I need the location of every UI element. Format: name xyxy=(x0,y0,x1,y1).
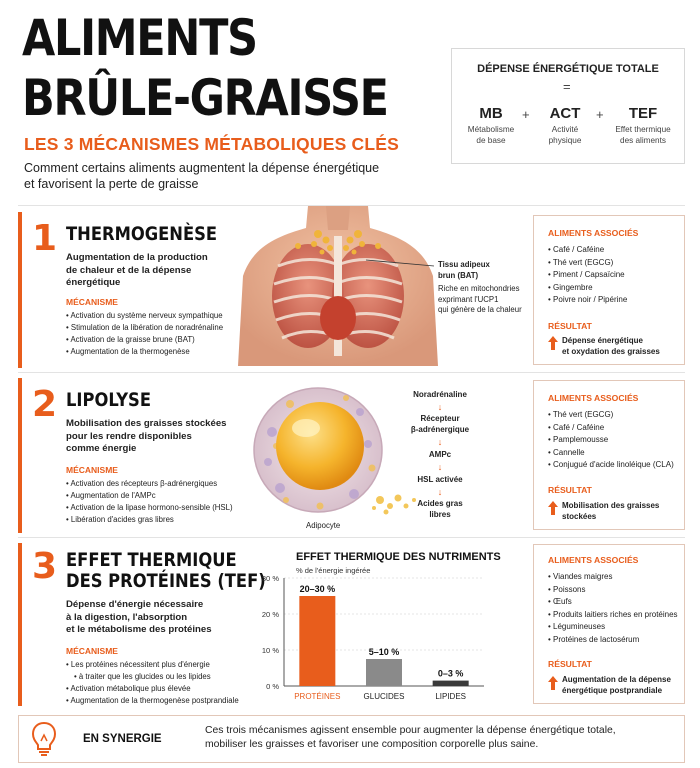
up-arrow-icon xyxy=(548,501,558,515)
title-line: DES PROTÉINES (TEF) xyxy=(66,570,266,592)
foods-list xyxy=(548,409,674,472)
mechanism-label-1: MÉCANISME xyxy=(66,297,118,307)
term-line1: Effet thermique xyxy=(615,125,671,134)
torso-illustration xyxy=(238,206,438,366)
mechanism-item: • Augmentation de l'AMPc xyxy=(66,490,233,502)
foods-label: ALIMENTS ASSOCIÉS xyxy=(548,555,639,565)
food-item: • Viandes maigres xyxy=(548,571,678,584)
energy-equation-box xyxy=(451,48,685,164)
down-arrow-icon: ↓ xyxy=(437,402,443,412)
term-line2: des aliments xyxy=(620,135,666,145)
bar-data-label: 20–30 % xyxy=(299,584,336,594)
section-title-2: LIPOLYSE xyxy=(66,389,151,411)
adipocyte-label: Adipocyte xyxy=(306,521,341,530)
food-item: • Gingembre xyxy=(548,282,627,295)
foods-box-1 xyxy=(533,215,685,365)
bar-3 xyxy=(433,681,469,686)
section-desc-1 xyxy=(66,252,208,290)
mechanism-label-2: MÉCANISME xyxy=(66,465,118,475)
pathway-line: Acides gras xyxy=(417,499,463,508)
pathway-line: β-adrénergique xyxy=(410,424,470,434)
food-item: • Thé vert (EGCG) xyxy=(548,257,627,270)
section-divider xyxy=(18,537,685,538)
mechanism-label-3: MÉCANISME xyxy=(66,646,118,656)
desc-line: et le métabolisme des protéines xyxy=(66,624,212,635)
foods-list xyxy=(548,244,627,307)
term-line1: Métabolisme xyxy=(467,125,515,134)
mechanism-item: • Activation du système nerveux sympathique xyxy=(66,310,223,322)
section-title-3 xyxy=(66,550,266,592)
result-line: Dépense énergétique xyxy=(562,336,643,345)
desc-line: à la digestion, l'absorption xyxy=(66,611,188,623)
bar-1 xyxy=(299,596,335,686)
mechanism-item: • Augmentation de la thermogenèse xyxy=(66,346,223,358)
mechanism-item: • Activation de la lipase hormono-sensible (HSL) xyxy=(66,502,233,514)
desc-line: comme énergie xyxy=(66,443,137,454)
section-accent-bar xyxy=(18,212,22,368)
result-text xyxy=(562,336,660,357)
food-item: • Légumineuses xyxy=(548,621,678,634)
food-item: • Café / Caféine xyxy=(548,244,627,257)
food-item: • Conjugué d'acide linoléique (CLA) xyxy=(548,459,674,472)
desc-line: Mobilisation des graisses stockées xyxy=(66,418,227,429)
equation-plus: + xyxy=(596,107,604,122)
foods-label: ALIMENTS ASSOCIÉS xyxy=(548,393,639,403)
y-tick-label: 20 % xyxy=(261,610,279,619)
synergy-label: EN SYNERGIE xyxy=(83,733,162,745)
x-tick-label: LIPIDES xyxy=(435,692,467,701)
mechanism-list-1 xyxy=(66,310,223,358)
result-line: stockées xyxy=(562,511,597,521)
equation-term-tef xyxy=(606,105,680,146)
chart-title: EFFET THERMIQUE DES NUTRIMENTS xyxy=(296,551,501,563)
equation-title: DÉPENSE ÉNERGÉTIQUE TOTALE xyxy=(477,63,659,75)
bar-data-label: 0–3 % xyxy=(437,668,464,679)
mechanism-item: • Libération d'acides gras libres xyxy=(66,514,233,526)
food-item: • Œufs xyxy=(548,596,678,609)
intro-text xyxy=(24,160,424,192)
section-number-1: 1 xyxy=(32,218,58,259)
x-tick-label: PROTÉINES xyxy=(294,692,341,701)
main-title xyxy=(22,9,388,127)
food-item: • Piment / Capsaïcine xyxy=(548,269,627,282)
desc-line: Augmentation de la production xyxy=(66,252,208,263)
subtitle: LES 3 MÉCANISMES MÉTABOLIQUES CLÉS xyxy=(24,134,399,154)
bat-annotation xyxy=(438,260,522,316)
annotation-title-line: Tissu adipeux xyxy=(438,260,490,269)
foods-list xyxy=(548,571,678,647)
x-tick-label: GLUCIDES xyxy=(363,692,405,701)
annotation-title-line: brun (BAT) xyxy=(438,270,479,280)
term-line1: Activité xyxy=(551,125,579,134)
mechanism-item: • à traiter que les glucides ou les lipides xyxy=(66,671,239,683)
y-tick-label: 30 % xyxy=(261,574,279,583)
food-item: • Thé vert (EGCG) xyxy=(548,409,674,422)
result-line: et oxydation des graisses xyxy=(562,346,660,356)
food-item: • Poivre noir / Pipérine xyxy=(548,294,627,307)
equation-equals: = xyxy=(563,79,571,94)
pathway-line: Récepteur xyxy=(420,414,460,423)
pathway-step-ampc: AMPc xyxy=(428,450,452,459)
section-divider xyxy=(18,372,685,373)
food-item: • Café / Caféine xyxy=(548,422,674,435)
section-accent-bar xyxy=(18,543,22,706)
nutrient-chart xyxy=(248,570,494,706)
pathway-line: libres xyxy=(429,509,451,519)
equation-term-mb xyxy=(460,105,522,146)
desc-line: Dépense d'énergie nécessaire xyxy=(66,599,204,610)
foods-box-3 xyxy=(533,544,685,704)
section-accent-bar xyxy=(18,378,22,533)
mechanism-item: • Les protéines nécessitent plus d'énergie xyxy=(66,659,239,671)
result-text xyxy=(562,675,671,696)
equation-term-act xyxy=(534,105,596,146)
annotation-text-line: exprimant l'UCP1 xyxy=(438,294,499,304)
section-number-3: 3 xyxy=(32,546,58,587)
main-title-line2: BRÛLE-GRAISSE xyxy=(22,69,388,127)
section-title-1: THERMOGENÈSE xyxy=(66,223,218,245)
result-line: Mobilisation des graisses xyxy=(562,501,660,510)
synergy-line: Ces trois mécanismes agissent ensemble pour augmenter la dépense énergétique totale, xyxy=(205,725,616,736)
intro-line2: et favorisent la perte de graisse xyxy=(24,177,199,191)
synergy-box xyxy=(18,715,685,763)
mechanism-item: • Activation métabolique plus élevée xyxy=(66,683,239,695)
down-arrow-icon: ↓ xyxy=(437,437,443,447)
y-tick-label: 0 % xyxy=(266,682,279,691)
result-label: RÉSULTAT xyxy=(548,321,592,331)
synergy-text xyxy=(205,724,616,752)
annotation-text-line: qui génère de la chaleur xyxy=(438,305,522,314)
annotation-text-line: Riche en mitochondries xyxy=(438,284,520,293)
bar-data-label: 5–10 % xyxy=(368,647,400,657)
result-label: RÉSULTAT xyxy=(548,659,592,669)
pathway-step-fatty-acids xyxy=(400,499,480,520)
result-line: énergétique postprandiale xyxy=(562,685,663,695)
down-arrow-icon: ↓ xyxy=(437,487,443,497)
term-abbr: ACT xyxy=(549,105,581,122)
pathway-step-hsl: HSL activée xyxy=(417,475,463,484)
pathway-step-noradrenaline: Noradrénaline xyxy=(413,390,467,399)
desc-line: de chaleur et de la dépense xyxy=(66,264,192,276)
term-abbr: TEF xyxy=(628,105,658,122)
up-arrow-icon xyxy=(548,676,558,690)
down-arrow-icon: ↓ xyxy=(437,462,443,472)
equation-plus: + xyxy=(522,107,530,122)
synergy-line: mobiliser les graisses et favoriser une composition corporelle plus saine. xyxy=(205,739,539,750)
pathway-step-receptor xyxy=(400,414,480,435)
bar-2 xyxy=(366,659,402,686)
mechanism-list-3 xyxy=(66,659,239,707)
chart-ylabel: % de l'énergie ingérée xyxy=(296,566,371,575)
food-item: • Cannelle xyxy=(548,447,674,460)
desc-line: pour les rendre disponibles xyxy=(66,430,192,442)
mechanism-item: • Activation de la graisse brune (BAT) xyxy=(66,334,223,346)
food-item: • Produits laitiers riches en protéines xyxy=(548,609,678,622)
term-line2: physique xyxy=(548,135,582,145)
main-title-line1: ALIMENTS xyxy=(22,9,257,67)
title-line: EFFET THERMIQUE xyxy=(66,549,237,571)
term-line2: de base xyxy=(476,135,506,145)
term-abbr: MB xyxy=(479,105,503,122)
intro-line1: Comment certains aliments augmentent la dépense énergétique xyxy=(24,161,380,175)
up-arrow-icon xyxy=(548,336,558,350)
mechanism-list-2 xyxy=(66,478,233,526)
result-label: RÉSULTAT xyxy=(548,485,592,495)
foods-box-2 xyxy=(533,380,685,530)
section-desc-2 xyxy=(66,418,227,456)
food-item: • Protéines de lactosérum xyxy=(548,634,678,647)
y-tick-label: 10 % xyxy=(261,646,279,655)
result-text xyxy=(562,501,659,522)
mechanism-item: • Stimulation de la libération de noradrénaline xyxy=(66,322,223,334)
mechanism-item: • Augmentation de la thermogenèse postprandiale xyxy=(66,695,239,707)
food-item: • Pamplemousse xyxy=(548,434,674,447)
section-number-2: 2 xyxy=(32,384,58,425)
mechanism-item: • Activation des récepteurs β-adrénergiques xyxy=(66,478,233,490)
desc-line: énergétique xyxy=(66,277,121,288)
lightbulb-icon xyxy=(31,721,57,757)
food-item: • Poissons xyxy=(548,584,678,597)
section-desc-3 xyxy=(66,599,212,637)
result-line: Augmentation de la dépense xyxy=(562,675,671,684)
foods-label: ALIMENTS ASSOCIÉS xyxy=(548,228,639,238)
